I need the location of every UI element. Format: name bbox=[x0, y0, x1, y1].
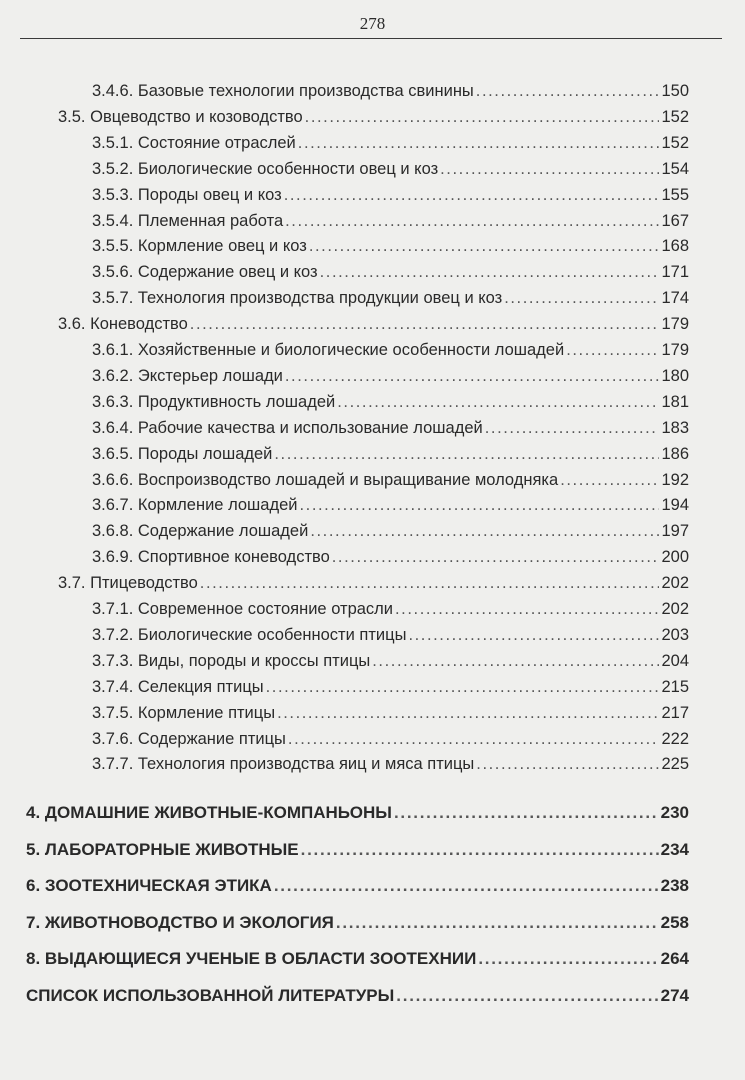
dot-leader bbox=[440, 160, 659, 179]
toc-subsection-entry bbox=[92, 704, 689, 723]
dot-leader bbox=[408, 626, 659, 645]
toc-entry-title: 5. ЛАБОРАТОРНЫЕ ЖИВОТНЫЕ bbox=[26, 839, 299, 859]
dot-leader bbox=[485, 419, 660, 438]
dot-leader bbox=[560, 471, 659, 490]
dot-leader bbox=[309, 237, 660, 256]
toc-entry-title: СПИСОК ИСПОЛЬЗОВАННОЙ ЛИТЕРАТУРЫ bbox=[26, 985, 395, 1005]
toc-entry-title: 3.6.7. Кормление лошадей bbox=[92, 496, 298, 515]
toc-entry-page-number: 179 bbox=[661, 341, 689, 359]
toc-entry-page-number: 222 bbox=[661, 729, 689, 748]
dot-leader bbox=[337, 393, 659, 412]
toc-subsection-entry bbox=[92, 82, 689, 101]
dot-leader bbox=[288, 730, 660, 749]
toc-entry-page-number: 180 bbox=[661, 366, 689, 385]
toc-entry-title: 3.7.4. Селекция птицы bbox=[92, 677, 264, 696]
toc-entry-page-number: 179 bbox=[661, 315, 689, 334]
toc-entry-page-number: 171 bbox=[661, 263, 689, 282]
toc-chapter-entry bbox=[26, 913, 689, 933]
toc-entry-page-number: 197 bbox=[661, 522, 689, 541]
toc-subsection-entry bbox=[92, 134, 689, 153]
toc-entry-page-number: 174 bbox=[661, 289, 689, 308]
toc-entry-page-number: 258 bbox=[660, 912, 689, 932]
toc-entry-title: 3.5.6. Содержание овец и коз bbox=[92, 263, 318, 282]
toc-entry-page-number: 202 bbox=[661, 600, 689, 618]
toc-entry-title: 8. ВЫДАЮЩИЕСЯ УЧЕНЫЕ В ОБЛАСТИ ЗООТЕХНИИ bbox=[26, 949, 477, 969]
toc-subsection-entry bbox=[92, 289, 689, 308]
toc-subsection-entry bbox=[92, 445, 689, 464]
toc-entry-title: 3.6.5. Породы лошадей bbox=[92, 444, 273, 463]
toc-entry-page-number: 203 bbox=[661, 625, 689, 644]
toc-entry-title: 3.6.9. Спортивное коневодство bbox=[92, 548, 330, 567]
dot-leader bbox=[395, 600, 659, 619]
toc-entry-title: 3.6.6. Воспроизводство лошадей и выращивание молодняка bbox=[92, 470, 559, 489]
toc-subsection-entry bbox=[92, 367, 689, 386]
dot-leader bbox=[566, 341, 659, 360]
toc-entry-title: 3.5.5. Кормление овец и коз bbox=[92, 237, 307, 256]
toc-entry-page-number: 155 bbox=[661, 185, 689, 204]
dot-leader bbox=[285, 212, 659, 231]
toc-entry-title: 4. ДОМАШНИЕ ЖИВОТНЫЕ-КОМПАНЬОНЫ bbox=[26, 803, 392, 823]
toc-entry-page-number: 264 bbox=[660, 949, 689, 969]
dot-leader bbox=[396, 986, 658, 1006]
toc-chapter-entry bbox=[26, 840, 689, 860]
toc-subsection-entry bbox=[92, 522, 689, 541]
toc-entry-title: 3.7.5. Кормление птицы bbox=[92, 703, 276, 722]
toc-subsection-entry bbox=[92, 419, 689, 438]
header-rule bbox=[20, 38, 722, 39]
toc-entry-page-number: 230 bbox=[660, 803, 689, 823]
toc-subsection-entry bbox=[92, 393, 689, 412]
toc-entry-title: 3.4.6. Базовые технологии производства свинины bbox=[92, 82, 474, 100]
dot-leader bbox=[310, 522, 659, 541]
toc-entry-page-number: 200 bbox=[661, 548, 689, 567]
toc-subsection-entry bbox=[92, 471, 689, 490]
dot-leader bbox=[190, 315, 660, 334]
toc-section-entry bbox=[58, 574, 689, 593]
toc-entry-page-number: 204 bbox=[661, 651, 689, 670]
toc-entry-page-number: 150 bbox=[661, 82, 689, 100]
toc-entry-page-number: 274 bbox=[660, 985, 689, 1005]
toc-entry-page-number: 215 bbox=[661, 677, 689, 696]
toc-entry-page-number: 194 bbox=[661, 496, 689, 515]
dot-leader bbox=[298, 134, 660, 153]
toc-entry-title: 3.7.3. Виды, породы и кроссы птицы bbox=[92, 651, 371, 670]
dot-leader bbox=[300, 496, 660, 515]
dot-leader bbox=[305, 108, 660, 127]
toc-entry-title: 3.5.7. Технология производства продукции овец и коз bbox=[92, 289, 503, 308]
toc-subsection-entry bbox=[92, 626, 689, 645]
toc-entry-title: 3.6.3. Продуктивность лошадей bbox=[92, 392, 336, 411]
dot-leader bbox=[372, 652, 659, 671]
toc-subsection-entry bbox=[92, 263, 689, 282]
toc-entry-title: 3.5.2. Биологические особенности овец и коз bbox=[92, 159, 439, 178]
toc-entry-title: 3.6.8. Содержание лошадей bbox=[92, 522, 309, 541]
toc-entry-page-number: 168 bbox=[661, 237, 689, 256]
toc-entry-page-number: 183 bbox=[661, 418, 689, 437]
dot-leader bbox=[320, 263, 660, 282]
toc-subsection-entry bbox=[92, 237, 689, 256]
dot-leader bbox=[478, 949, 658, 969]
toc-entry-title: 3.7.2. Биологические особенности птицы bbox=[92, 625, 407, 644]
toc-entry-page-number: 225 bbox=[661, 755, 689, 774]
toc-entry-page-number: 152 bbox=[661, 107, 689, 126]
toc-entry-page-number: 167 bbox=[661, 211, 689, 230]
toc-subsection-entry bbox=[92, 186, 689, 205]
dot-leader bbox=[266, 678, 660, 697]
toc-entry-title: 3.6.1. Хозяйственные и биологические особенности лошадей bbox=[92, 341, 565, 359]
toc-subsection-entry bbox=[92, 548, 689, 567]
toc-subsection-entry bbox=[92, 600, 689, 619]
toc-subsection-entry bbox=[92, 678, 689, 697]
toc-entry-title: 3.7.7. Технология производства яиц и мяса птицы bbox=[92, 755, 475, 774]
dot-leader bbox=[301, 840, 659, 860]
page-number: 278 bbox=[359, 14, 386, 33]
dot-leader bbox=[274, 876, 659, 896]
toc-chapter-entry bbox=[26, 876, 689, 896]
toc-entry-page-number: 154 bbox=[661, 159, 689, 178]
toc-chapter-entry bbox=[26, 986, 689, 1006]
dot-leader bbox=[200, 574, 660, 593]
toc-entry-page-number: 192 bbox=[661, 470, 689, 489]
dot-leader bbox=[284, 186, 660, 205]
toc-entry-title: 3.5.1. Состояние отраслей bbox=[92, 133, 296, 152]
toc-entry-page-number: 181 bbox=[661, 392, 689, 411]
toc-entry-title: 6. ЗООТЕХНИЧЕСКАЯ ЭТИКА bbox=[26, 876, 272, 896]
dot-leader bbox=[394, 803, 659, 823]
dot-leader bbox=[336, 913, 659, 933]
dot-leader bbox=[285, 367, 660, 386]
toc-entry-title: 3.6. Коневодство bbox=[58, 315, 188, 334]
toc-entry-page-number: 152 bbox=[661, 133, 689, 152]
toc-chapter-entry bbox=[26, 949, 689, 969]
toc-entry-title: 3.5.3. Породы овец и коз bbox=[92, 185, 282, 204]
toc-section-entry bbox=[58, 315, 689, 334]
dot-leader bbox=[476, 755, 659, 774]
dot-leader bbox=[332, 548, 660, 567]
toc-section-entry bbox=[58, 108, 689, 127]
toc-subsection-entry bbox=[92, 496, 689, 515]
toc-entry-title: 3.6.4. Рабочие качества и использование лошадей bbox=[92, 418, 483, 437]
toc-subsection-entry bbox=[92, 341, 689, 360]
dot-leader bbox=[277, 704, 659, 723]
toc-subsection-entry bbox=[92, 730, 689, 749]
toc-subsection-entry bbox=[92, 212, 689, 231]
toc-entry-title: 3.7.6. Содержание птицы bbox=[92, 729, 286, 748]
dot-leader bbox=[476, 82, 660, 101]
toc-subsection-entry bbox=[92, 755, 689, 774]
toc-entry-page-number: 234 bbox=[660, 839, 689, 859]
toc-subsection-entry bbox=[92, 652, 689, 671]
toc-subsection-entry bbox=[92, 160, 689, 179]
toc-entry-title: 3.6.2. Экстерьер лошади bbox=[92, 366, 283, 385]
toc-entry-title: 3.5.4. Племенная работа bbox=[92, 211, 284, 230]
toc-entry-title: 3.7.1. Современное состояние отрасли bbox=[92, 600, 394, 618]
toc-entry-title: 7. ЖИВОТНОВОДСТВО И ЭКОЛОГИЯ bbox=[26, 912, 334, 932]
toc-entry-title: 3.5. Овцеводство и козоводство bbox=[58, 107, 303, 126]
dot-leader bbox=[504, 289, 659, 308]
toc-entry-title: 3.7. Птицеводство bbox=[58, 574, 198, 593]
toc-chapter-entry bbox=[26, 803, 689, 823]
toc-entry-page-number: 217 bbox=[661, 703, 689, 722]
toc-entry-page-number: 202 bbox=[661, 574, 689, 593]
dot-leader bbox=[274, 445, 659, 464]
toc-entry-page-number: 186 bbox=[661, 444, 689, 463]
toc-entry-page-number: 238 bbox=[660, 876, 689, 896]
